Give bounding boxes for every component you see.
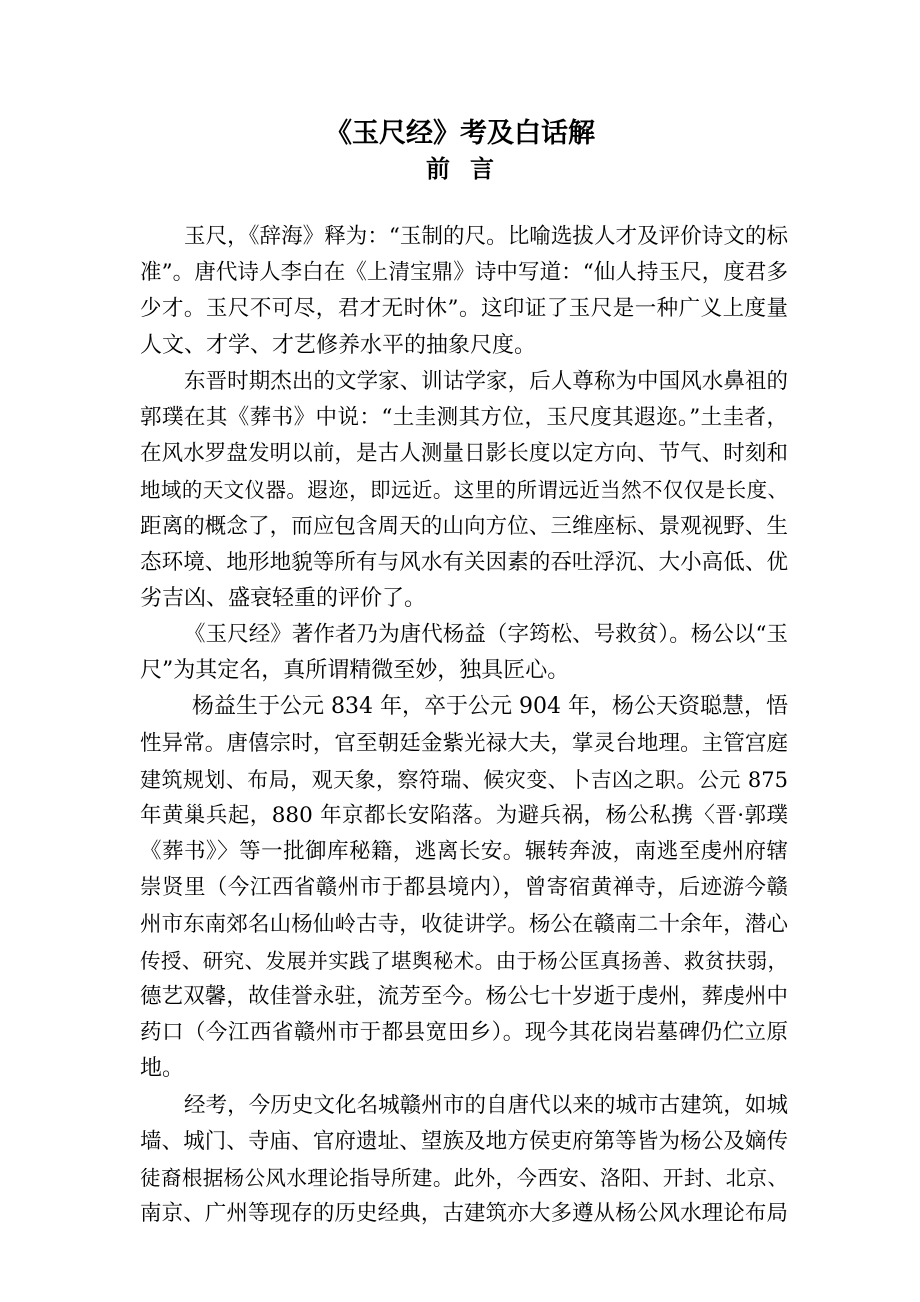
document-body [140,219,788,1232]
text-line: 准”。唐代诗人李白在《上清宝鼎》诗中写道：“仙人持玉尺，度君多 [140,260,788,286]
text-line: 徒裔根据杨公风水理论指导所建。此外，今西安、洛阳、开封、北京、 [140,1165,788,1190]
text-line: 人文、才学、才艺修养水平的抽象尺度。 [140,332,537,358]
text-line: 性异常。唐僖宗时，官至朝廷金紫光禄大夫，掌灵台地理。主管宫庭 [140,730,788,756]
text-line: 杨益生于公元 834 年，卒于公元 904 年，杨公天资聪慧，悟 [192,694,788,720]
text-line: 尺”为其定名，真所谓精微至妙，独具匠心。 [140,658,570,684]
document-subtitle: 前言 [426,154,514,183]
text-line: 玉尺，《辞海》释为：“玉制的尺。比喻选拔人才及评价诗文的标 [184,224,788,249]
text-line: 州市东南郊名山杨仙岭古寺，收徒讲学。杨公在赣南二十余年，潜心 [140,911,788,937]
text-line: 墙、城门、寺庙、官府遗址、望族及地方侯吏府第等皆为杨公及嫡传 [140,1128,788,1154]
text-line: 地。 [140,1056,185,1082]
document-title: 《玉尺经》考及白话解 [325,118,595,149]
text-line: 《葬书》〉等一批御库秘籍，逃离长安。辗转奔波，南逃至虔州府辖 [140,839,788,865]
text-line: 态环境、地形地貌等所有与风水有关因素的吞吐浮沉、大小高低、优 [140,549,788,575]
text-line: 药口（今江西省赣州市于都县宽田乡）。现今其花岗岩墓碑仍伫立原 [140,1020,788,1046]
text-line: 劣吉凶、盛衰轻重的评价了。 [140,585,427,611]
text-line: 建筑规划、布局，观天象，察符瑞、候灾变、卜吉凶之职。公元 875 [140,767,788,792]
text-line: 少才。玉尺不可尽，君才无时休”。这印证了玉尺是一种广义上度量 [140,296,788,322]
text-line: 传授、研究、发展并实践了堪舆秘术。由于杨公匡真扬善、救贫扶弱， [140,948,788,973]
text-line: 距离的概念了，而应包含周天的山向方位、三维座标、景观视野、生 [140,513,788,539]
text-line: 东晋时期杰出的文学家、训诂学家，后人尊称为中国风水鼻祖的 [184,368,788,394]
text-line: 地域的天文仪器。遐迩，即远近。这里的所谓远近当然不仅仅是长度、 [140,478,788,503]
text-line: 德艺双馨，故佳誉永驻，流芳至今。杨公七十岁逝于虔州，葬虔州中 [140,983,788,1009]
text-line: 在风水罗盘发明以前，是古人测量日影长度以定方向、节气、时刻和 [140,441,788,467]
text-line: 年黄巢兵起，880 年京都长安陷落。为避兵祸，杨公私携〈晋·郭璞 [140,803,788,828]
text-line: 《玉尺经》著作者乃为唐代杨益（字筠松、号救贫）。杨公以“玉 [184,622,788,648]
text-line: 郭璞在其《葬书》中说：“土圭测其方位，玉尺度其遐迩。”土圭者， [140,404,788,430]
text-line: 经考，今历史文化名城赣州市的自唐代以来的城市古建筑，如城 [184,1092,788,1118]
text-line: 南京、广州等现存的历史经典，古建筑亦大多遵从杨公风水理论布局 [140,1201,788,1227]
text-line: 崇贤里（今江西省赣州市于都县境内），曾寄宿黄禅寺，后迹游今赣 [140,875,788,901]
